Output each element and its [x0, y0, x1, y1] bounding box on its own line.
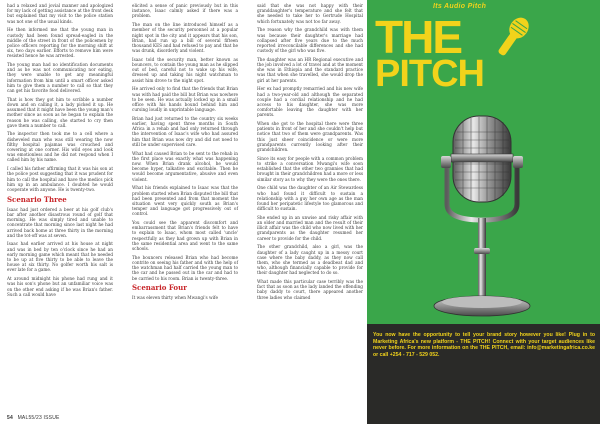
paragraph: What had caused Brian to be sent to the rehab in the first place was exactly what was happening now. When Brian drank alcohol, he would become hyper, talkative and excitable. Then he would become argumentative, abusive and even violent. [132, 150, 238, 182]
paragraph: Isaac told the security man, better known as bouncers, to contain the young man as he slipped out of bed, careful not to wake up his wife, dressed up and taking his night watchman to assist him drove to the night spot. [132, 56, 238, 83]
paragraph: He then informed me that the young man in custody had been found spread-eagled in the middle of the street in front of the policemen by police officers reporting for the morning shift at six, two days earlier. Efforts to remove him were resisted hence he was arrested. [7, 27, 113, 59]
paragraph: Her ex had promptly remarried and his new wife had a two-year-old and although the separated couple had a cordial relationship and he had access to his daughter, she was more comfortable leaving the daughter with her parents. [257, 86, 363, 118]
advert-title-pitch: PITCH [375, 53, 484, 95]
paragraph: She ended up in an unwise and risky affair with an older and married man and the result of their illicit affair was the child who now lived with her grandparents as the daughter resumed her career to provide for the child. [257, 214, 363, 241]
advert-title-the: THE [375, 11, 461, 63]
paragraph: The bouncers released Brian who had become contrite on seeing his father and with the help of the watchman had half carried the young man to the car and he passed out in the car and had to be carried to his room. Brian is twenty-three. [132, 254, 238, 281]
paragraph: The man on the line introduced himself as a member of the security personnel at a popular night spot in the city and it appears that his son, Brian, had run up a bill of several fifteen thousand KES and had refused to pay and that he was drunk, disorderly and violent. [132, 22, 238, 54]
issue-label: MAL55/23 ISSUE [17, 415, 60, 421]
paragraph: At around midnight his phone had rung and it was his son's phone but an unfamiliar voice was on the other end asking if he was Brian's father. Such a call would have [7, 276, 113, 297]
paragraph: Isaac had earlier arrived at his house at night and was in bed by ten o'clock since he had an early morning game which meant that he needed to be up at five thirty to be able to leave the house at six thirty. No golfer worth his salt is ever late for a game. [7, 241, 113, 273]
paragraph: Brian had just returned to the country six weeks earlier, having spent three months in South Africa in a rehab and had only returned through the intervention of Isaac's wife who had assured him that Brian was now dry and did not need to still be under supervised care. [132, 115, 238, 147]
advert-tagline: Its Audio Pitch [433, 3, 487, 10]
title-mic-icon [367, 0, 600, 95]
section-heading-scenario-four: Scenario Four [132, 283, 187, 293]
page-number: 54 [7, 415, 13, 421]
page-footer [7, 415, 60, 421]
paragraph: That is how they got him to scribble a number down and on calling it, a lady picked it up. He assumed that it might have been the young man's mother since as soon as he began to explain the reason he was calling, she started to cry then gave them a number to call. [7, 96, 113, 128]
paragraph: One child was the daughter of an Air Stewardess who had found it difficult to sustain a relationship with a guy her own age as the man found her peripatetic lifestyle too glamorous and difficult to sustain. [257, 185, 363, 212]
paragraph: The inspector then took me to a cell where a disheveled man who was still wearing the now filthy hospital pajamas was crouched and cowering at one corner. His wild eyes and look was emotionless and he did not respond when I called him by his name. [7, 131, 113, 163]
paragraph: elicited a sense of panic previously but in this instance, Isaac calmly asked if there was a problem. [132, 3, 238, 19]
paragraph: When she got to the hospital there were three patients in front of her and she couldn't help but notice that two of them were grandparents. Was this just sheer coincidence or were more grandparents currently looking after their grandchildren. [257, 121, 363, 153]
paragraph: The daughter was an HR Regional executive and the job involved a lot of travel and at the moment she was in Ethiopia and the standard practice was that when she travelled, she would drop the girl at her parents. [257, 56, 363, 83]
paragraph: The reason why the grandchild was with them was because their daughter's marriage had collapsed after five years due to the much reported irreconcilable differences and she had custody of the girl who was five. [257, 27, 363, 54]
paragraph: had a relaxed and jovial manner and apologized for my lack of getting assistance at the front desk but explained that my visit to the police station was not one of the usual kinds. [7, 3, 113, 24]
paragraph: He arrived only to find that the friends that Brian was with had paid the bill but Brian was nowhere to be seen. He was actually locked up in a small office with his hands bound behind him and cursing loudly in unprintable language. [132, 86, 238, 113]
the-pitch-advert [367, 0, 600, 424]
paragraph: The other grandchild, also a girl, was the daughter of a lady caught up in a messy court case where the baby daddy, as they now call them, who she termed as a deadbeat dad and who, although financially capable to provide for their daughter had neglected to do so. [257, 244, 363, 276]
article-column-3 [257, 3, 363, 303]
paragraph: Isaac had just ordered a beer at his golf club's bar after another disastrous round of golf that morning. He was simply tired and unable to concentrate that morning since last night he had arrived back home at three thirty in the morning and the tot-off was at seven. [7, 206, 113, 238]
paragraph: Since its easy for people with a common problem to strike a conversation Mwangi's wife soon established that the other two grannies that had brought in their grandchildren had a more or less similar story as to why they were the ones there. [257, 155, 363, 182]
microphone-icon [367, 92, 600, 322]
article-column-2 [132, 3, 238, 304]
paragraph: The young man had no identification documents and as he was not communicating nor eating, they were unable to get any meaningful information from him until a smart officer asked him to give them a number to call so that they can get his favorite food delivered. [7, 62, 113, 94]
paragraph: What his friends explained to Isaac was that the problem started when Brian disputed the bill that had been presented and from that moment the situation went very quickly south as Brian's temper and language got progressively out of control. [132, 185, 238, 217]
paragraph: said that she was not happy with their granddaughter's temperature and she felt that she needed to take her to Gertrude Hospital which fortunately was not too far away. [257, 3, 363, 24]
paragraph: You could see the apparent discomfort and embarrassment that Brian's friends felt to have to explain to Isaac, whom most called 'uncle' respectfully as they had grown up with Brian in the same residential area and went to the same schools. [132, 220, 238, 252]
article-column-1 [7, 3, 113, 300]
advert-info-panel [367, 324, 600, 424]
section-heading-scenario-three: Scenario Three [7, 194, 67, 204]
paragraph: What made this particular case terribly was the fact that as soon as the lady landed the offending baby daddy to court, there appeared another three ladies who claimed [257, 279, 363, 300]
paragraph: It was eleven thirty when Mwangi's wife [132, 295, 218, 301]
microphone-illustration [367, 92, 600, 322]
advert-header [367, 0, 600, 95]
paragraph: I called his father affirming that it was his son at the police post suggesting that it was prudent for him to call the hospital and have the medics pick him up in an ambulance. I doubted he would cooperate with anyone. He is twenty-two. [7, 166, 113, 192]
advert-text: You now have the opportunity to tell your brand story however you like! Plug in to Marketing Africa's new platform - THE PITCH! Connect with your target audiences like never before. For more information on the THE PITCH, email: info@marketingafrica.co.ke or call +254 - 717 - 529 052. [373, 332, 595, 358]
